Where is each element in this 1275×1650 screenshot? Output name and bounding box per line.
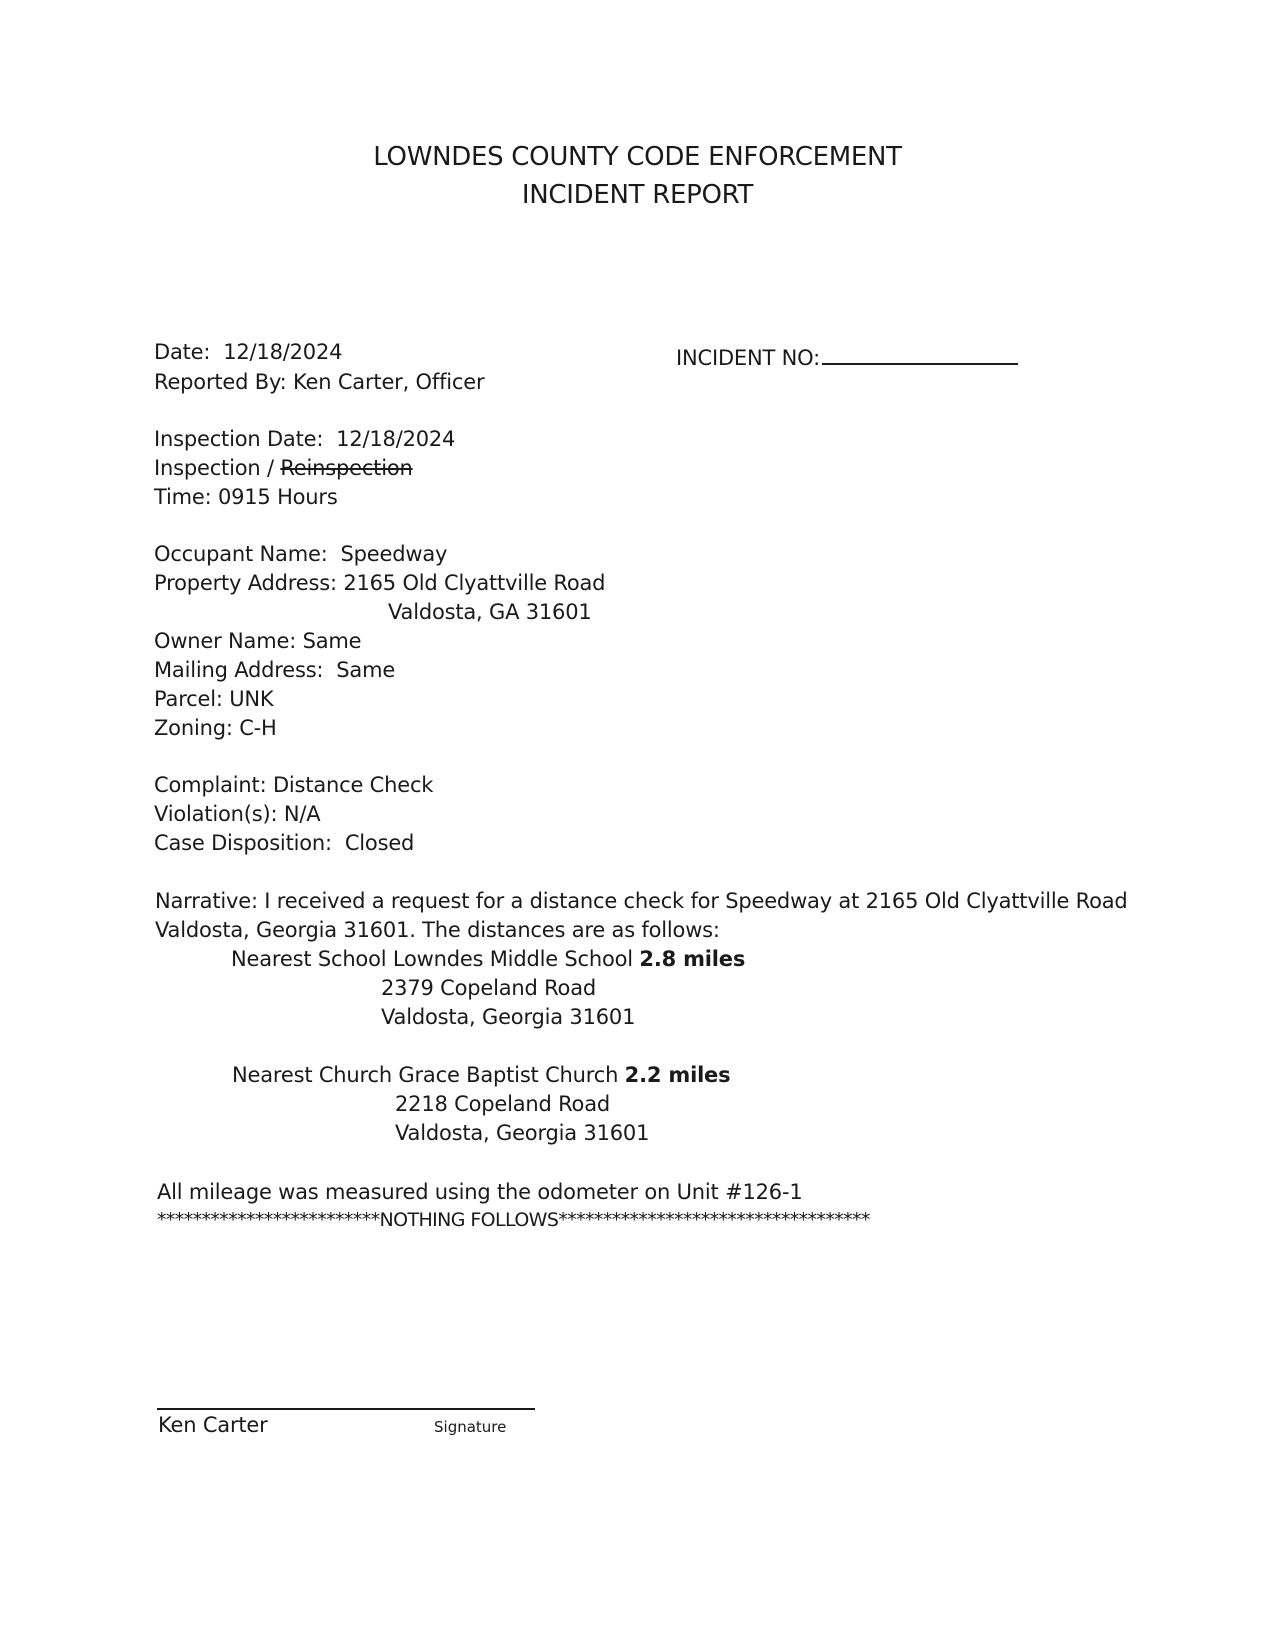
date-row <box>154 340 342 364</box>
nearest-church-address1: 2218 Copeland Road <box>395 1092 610 1116</box>
violations-row <box>154 802 320 826</box>
inspection-date-row <box>154 427 455 451</box>
signature-line <box>157 1408 535 1410</box>
nothing-follows: *************************NOTHING FOLLOWS*********************************** <box>157 1209 870 1231</box>
nearest-school-address1: 2379 Copeland Road <box>381 976 596 1000</box>
reported-by-row <box>154 370 484 394</box>
disposition-row <box>154 831 414 855</box>
incident-no-row <box>676 341 1018 370</box>
reported-by-value: Ken Carter, Officer <box>293 370 485 394</box>
zoning-label: Zoning: <box>154 716 233 740</box>
inspection-date-value: 12/18/2024 <box>336 427 456 451</box>
complaint-value: Distance Check <box>272 773 434 797</box>
occupant-label: Occupant Name: <box>154 542 328 566</box>
incident-no-blank <box>822 341 1018 365</box>
report-title: INCIDENT REPORT <box>521 180 754 210</box>
mailing-row <box>154 658 395 682</box>
time-label: Time: <box>154 485 212 509</box>
reinspection-struck: Reinspection <box>280 456 413 480</box>
occupant-value: Speedway <box>340 542 448 566</box>
mileage-note: All mileage was measured using the odometer on Unit #126-1 <box>157 1180 803 1204</box>
mailing-label: Mailing Address: <box>154 658 324 682</box>
property-address-label: Property Address: <box>154 571 337 595</box>
zoning-value: C-H <box>239 716 277 740</box>
owner-label: Owner Name: <box>154 629 297 653</box>
report-agency-title: LOWNDES COUNTY CODE ENFORCEMENT <box>373 142 902 172</box>
nearest-church-address2: Valdosta, Georgia 31601 <box>395 1121 650 1145</box>
owner-value: Same <box>302 629 362 653</box>
inspection-type-row <box>154 456 413 480</box>
time-value: 0915 Hours <box>217 485 338 509</box>
violations-value: N/A <box>283 802 321 826</box>
nearest-school-address2: Valdosta, Georgia 31601 <box>381 1005 636 1029</box>
date-value: 12/18/2024 <box>223 340 343 364</box>
disposition-value: Closed <box>344 831 415 855</box>
parcel-row <box>154 687 274 711</box>
property-address-line1: 2165 Old Clyattville Road <box>343 571 606 595</box>
inspection-date-label: Inspection Date: <box>154 427 324 451</box>
disposition-label: Case Disposition: <box>154 831 332 855</box>
mailing-value: Same <box>336 658 396 682</box>
incident-no-label: INCIDENT NO: <box>676 346 820 370</box>
nearest-church-distance: 2.2 miles <box>624 1063 731 1087</box>
nearest-church-row <box>232 1063 730 1087</box>
reported-by-label: Reported By: <box>154 370 287 394</box>
occupant-row <box>154 542 447 566</box>
property-address-row <box>154 571 605 595</box>
nearest-church-label: Nearest Church Grace Baptist Church <box>232 1063 619 1087</box>
complaint-label: Complaint: <box>154 773 267 797</box>
violations-label: Violation(s): <box>154 802 278 826</box>
owner-row <box>154 629 361 653</box>
signature-label: Signature <box>434 1418 507 1436</box>
narrative-line1: Narrative: I received a request for a distance check for Speedway at 2165 Old Clyattville Road <box>155 889 1128 913</box>
signature-name: Ken Carter <box>158 1413 268 1437</box>
property-address-line2: Valdosta, GA 31601 <box>388 600 592 624</box>
nearest-school-distance: 2.8 miles <box>639 947 746 971</box>
parcel-label: Parcel: <box>154 687 223 711</box>
parcel-value: UNK <box>229 687 274 711</box>
zoning-row <box>154 716 277 740</box>
nearest-school-row <box>231 947 745 971</box>
time-row <box>154 485 338 509</box>
complaint-row <box>154 773 433 797</box>
nearest-school-label: Nearest School Lowndes Middle School <box>231 947 633 971</box>
date-label: Date: <box>154 340 211 364</box>
inspection-type: Inspection / <box>154 456 274 480</box>
narrative-line2: Valdosta, Georgia 31601. The distances are as follows: <box>155 918 720 942</box>
